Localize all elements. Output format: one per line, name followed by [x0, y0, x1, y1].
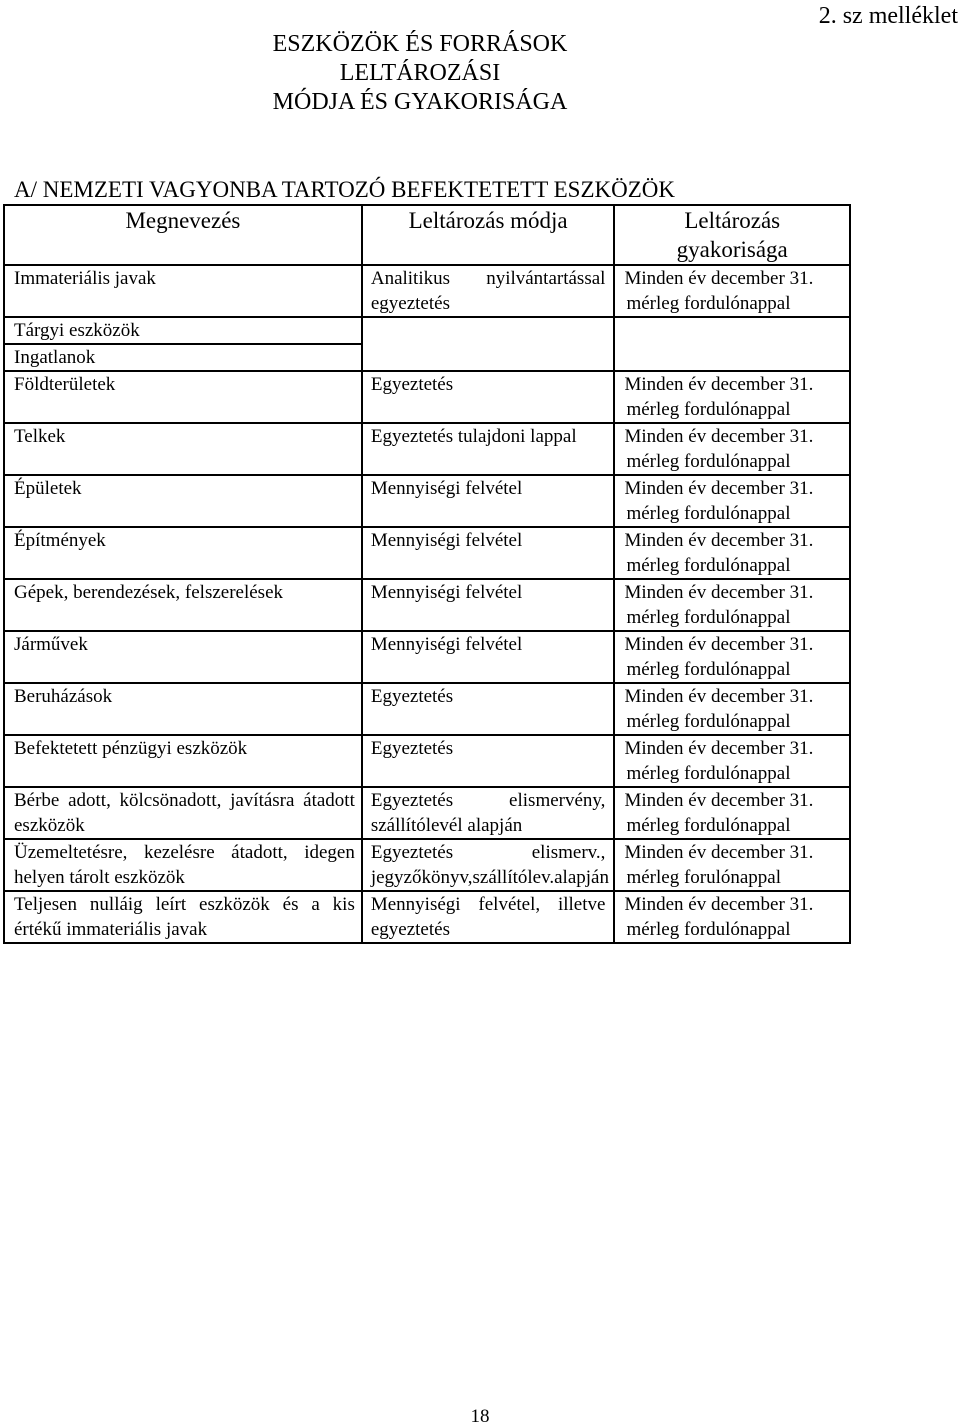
cell-frequency: [614, 891, 850, 943]
frequency-line1: Minden év december 31.: [624, 426, 814, 447]
frequency-line1: Minden év december 31.: [624, 478, 814, 499]
cell-method: [362, 317, 615, 371]
table-row: [4, 839, 850, 891]
table-row: [4, 265, 850, 317]
table-header-row: [4, 205, 850, 265]
cell-frequency: [614, 371, 850, 423]
cell-name: Beruházások: [4, 683, 362, 735]
cell-name: Építmények: [4, 527, 362, 579]
annex-label: 2. sz melléklet: [818, 3, 958, 29]
document-title: [190, 30, 650, 117]
frequency-line2: mérleg fordulónappal: [626, 451, 791, 472]
cell-method: Mennyiségi felvétel: [362, 527, 615, 579]
frequency-line1: Minden év december 31.: [624, 582, 814, 603]
table-row: [4, 371, 850, 423]
page-number: 18: [470, 1406, 490, 1427]
table-row: [4, 787, 850, 839]
cell-name: Épületek: [4, 475, 362, 527]
frequency-line2: mérleg fordulónappal: [626, 659, 791, 680]
cell-method: Mennyiségi felvétel: [362, 579, 615, 631]
document-title-line1: ESZKÖZÖK ÉS FORRÁSOK LELTÁROZÁSI: [272, 31, 568, 86]
frequency-line2: mérleg forulónappal: [626, 867, 782, 888]
cell-name: Teljesen nulláig leírt eszközök és a kis értékű immateriális javak: [4, 891, 362, 943]
frequency-line2: mérleg fordulónappal: [626, 763, 791, 784]
cell-name: Járművek: [4, 631, 362, 683]
frequency-line2: mérleg fordulónappal: [626, 919, 791, 940]
cell-name: Tárgyi eszközök: [4, 317, 362, 344]
table-row: [4, 527, 850, 579]
cell-name: Földterületek: [4, 371, 362, 423]
cell-method: Egyeztetés: [362, 371, 615, 423]
cell-method: Egyeztetés elismervény, szállítólevél alapján: [362, 787, 615, 839]
cell-frequency: [614, 683, 850, 735]
table-row: [4, 423, 850, 475]
table-row: [4, 317, 850, 344]
cell-method: Egyeztetés: [362, 735, 615, 787]
frequency-line1: Minden év december 31.: [624, 268, 814, 289]
frequency-line2: mérleg fordulónappal: [626, 399, 791, 420]
table-row: [4, 579, 850, 631]
header-frequency: [614, 205, 850, 265]
cell-name: Immateriális javak: [4, 265, 362, 317]
frequency-line1: Minden év december 31.: [624, 634, 814, 655]
header-name: Megnevezés: [4, 205, 362, 265]
header-frequency-line1: Leltározás: [684, 208, 781, 233]
table-row: [4, 735, 850, 787]
frequency-line1: Minden év december 31.: [624, 686, 814, 707]
cell-name: Telkek: [4, 423, 362, 475]
cell-frequency: [614, 787, 850, 839]
table-row: [4, 631, 850, 683]
cell-frequency: [614, 317, 850, 371]
cell-frequency: [614, 527, 850, 579]
cell-name: Gépek, berendezések, felszerelések: [4, 579, 362, 631]
frequency-line1: Minden év december 31.: [624, 894, 814, 915]
frequency-line1: Minden év december 31.: [624, 530, 814, 551]
cell-method: Egyeztetés tulajdoni lappal: [362, 423, 615, 475]
inventory-table: [3, 204, 851, 944]
frequency-line1: Minden év december 31.: [624, 374, 814, 395]
section-heading: A/ NEMZETI VAGYONBA TARTOZÓ BEFEKTETETT ESZKÖZÖK: [14, 177, 675, 202]
cell-method: Egyeztetés: [362, 683, 615, 735]
frequency-line1: Minden év december 31.: [624, 738, 814, 759]
cell-method: Mennyiségi felvétel: [362, 475, 615, 527]
cell-method: Mennyiségi felvétel, illetve egyeztetés: [362, 891, 615, 943]
table-row: [4, 891, 850, 943]
frequency-line2: mérleg fordulónappal: [626, 293, 791, 314]
cell-method: Mennyiségi felvétel: [362, 631, 615, 683]
cell-frequency: [614, 423, 850, 475]
cell-frequency: [614, 839, 850, 891]
frequency-line2: mérleg fordulónappal: [626, 555, 791, 576]
cell-name: Befektetett pénzügyi eszközök: [4, 735, 362, 787]
cell-frequency: [614, 265, 850, 317]
cell-method: Egyeztetés elismerv., jegyzőkönyv,szállítólev.alapján: [362, 839, 615, 891]
frequency-line2: mérleg fordulónappal: [626, 711, 791, 732]
table-row: [4, 475, 850, 527]
cell-method: Analitikus nyilvántartással egyeztetés: [362, 265, 615, 317]
frequency-line1: Minden év december 31.: [624, 790, 814, 811]
cell-frequency: [614, 735, 850, 787]
table-row: [4, 683, 850, 735]
document-title-line2: MÓDJA ÉS GYAKORISÁGA: [272, 89, 568, 115]
frequency-line2: mérleg fordulónappal: [626, 815, 791, 836]
cell-name: Ingatlanok: [4, 344, 362, 371]
cell-frequency: [614, 475, 850, 527]
cell-frequency: [614, 631, 850, 683]
frequency-line1: Minden év december 31.: [624, 842, 814, 863]
header-frequency-line2: gyakorisága: [676, 237, 788, 262]
frequency-line2: mérleg fordulónappal: [626, 503, 791, 524]
frequency-line2: mérleg fordulónappal: [626, 607, 791, 628]
cell-frequency: [614, 579, 850, 631]
cell-name: Üzemeltetésre, kezelésre átadott, idegen helyen tárolt eszközök: [4, 839, 362, 891]
header-method: Leltározás módja: [362, 205, 615, 265]
cell-name: Bérbe adott, kölcsönadott, javításra átadott eszközök: [4, 787, 362, 839]
